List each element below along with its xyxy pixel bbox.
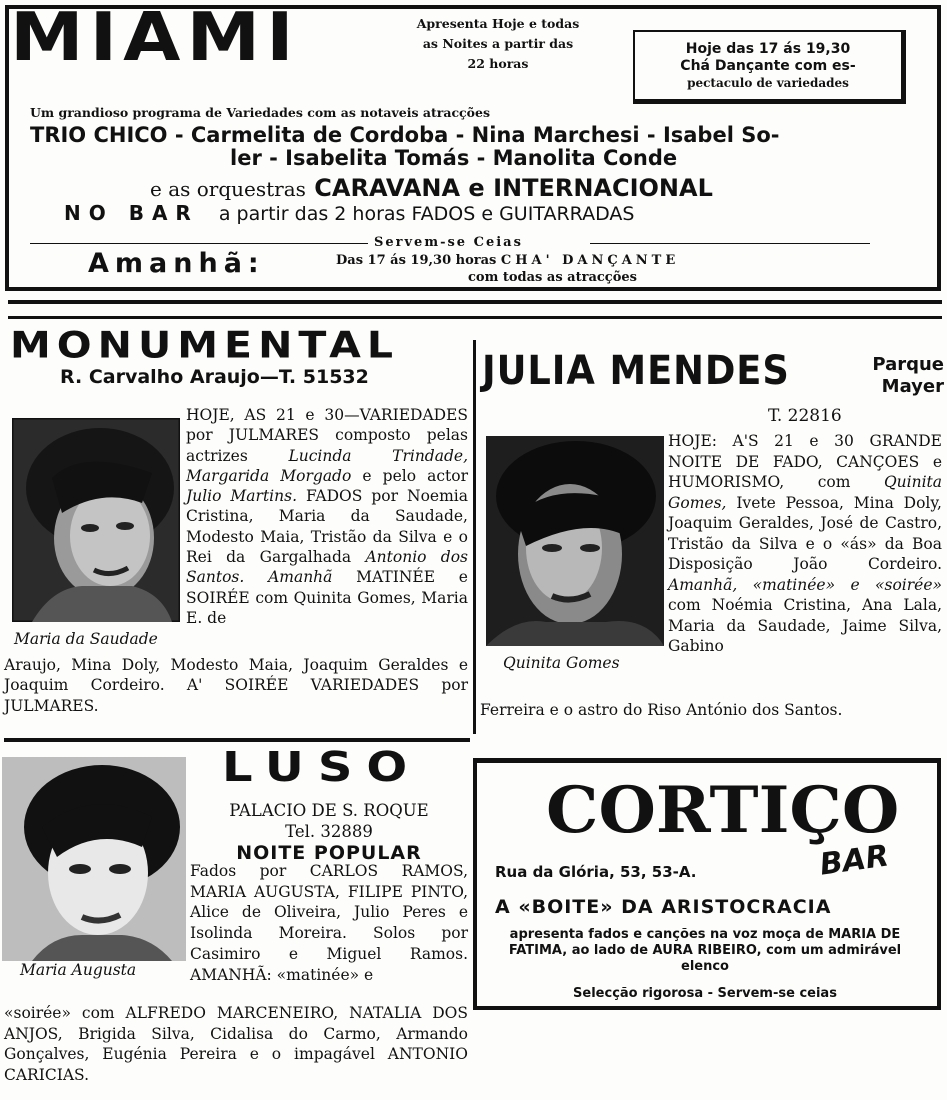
cortico-bar-logo: BAR [817,838,891,883]
miami-acts [30,124,910,170]
monumental-body-bottom: Araujo, Mina Doly, Modesto Maia, Joaquim Geraldes e Joaquim Cordeiro. A' SOIRÉE VARIEDADES por JULMARES. [4,656,468,715]
miami-amanha-time: Das 17 ás 19,30 horas [336,253,497,268]
miami-amanha-detail [336,252,679,286]
miami-bar-line [64,201,634,225]
miami-amanha-line2: com todas as atracções [468,270,637,285]
luso-tel: Tel. 32889 [285,822,373,841]
monumental-body-top [186,405,468,628]
monumental-address: R. Carvalho Araujo—T. 51532 [60,366,369,388]
miami-box-line: Hoje das 17 ás 19,30 [685,41,851,57]
miami-orchestras-prefix: e as orquestras [150,177,306,201]
miami-acts-line: TRIO CHICO - Carmelita de Cordoba - Nina Marchesi - Isabel So- [30,123,780,147]
miami-title: MIAMI [10,0,300,77]
maria-da-saudade-photo [12,418,180,622]
cortico-description: apresenta fados e canções na voz moça de MARIA DE FATIMA, ao lado de AURA RIBEIRO, com um admirável elenco [508,927,902,974]
divider [8,300,942,304]
cortico-headline: A «BOITE» DA ARISTOCRACIA [495,896,832,918]
julia-mendes-text: Ivete Pessoa, Mina Doly, Joaquim Geraldes, José de Castro, Tristão da Silva e o «ás» da Boa Disposição João Cordeiro. [668,493,942,573]
miami-schedule-line: 22 horas [467,56,529,71]
julia-mendes-body-bottom: Ferreira e o astro do Riso António dos Santos. [480,701,843,719]
cortico-selecao: Selecção rigorosa - Servem-se ceias [573,986,837,1001]
monumental-text: FADOS por Noemia Cristina, Maria da Saudade, Modesto Maia, Tristão da Silva e o Rei da Gargalhada [186,487,468,567]
julia-mendes-location [826,354,944,398]
monumental-rei-gargalhada: Antonio dos Santos. [186,548,468,587]
miami-box-line: Chá Dançante com es- [680,58,856,74]
julia-mendes-text: HOJE: A'S 21 e 30 GRANDE NOITE DE FADO, CANÇOES e HUMORISMO, com [668,432,942,491]
monumental-amanha: Amanhã [268,568,333,587]
luso-venue: PALACIO DE S. ROQUE [229,801,429,820]
luso-title: LUSO [222,743,422,792]
miami-box-line: pectaculo de variedades [687,76,849,90]
monumental-text: e pelo actor [362,466,468,485]
miami-bar-detail: a partir das 2 horas FADOS e GUITARRADAS [218,203,635,225]
julia-mendes-tel: T. 22816 [768,406,842,426]
julia-mendes-location-line: Parque [872,354,944,375]
divider [473,340,476,734]
miami-amanha: Amanhã: [88,248,265,279]
julia-mendes-text: com Noémia Cristina, Ana Lala, Maria da Saudade, Jaime Silva, Gabino [668,596,942,655]
miami-programa: Um grandioso programa de Variedades com as notaveis atracções [30,105,490,120]
maria-augusta-caption: Maria Augusta [20,961,137,979]
quinita-gomes-caption: Quinita Gomes [503,654,620,672]
monumental-actor: Julio Martins. [186,487,298,506]
divider [590,243,870,244]
julia-mendes-title: JULIA MENDES [482,348,790,394]
maria-augusta-photo [2,757,186,961]
julia-mendes-quinita: Quinita Gomes, [668,473,942,512]
luso-body-bottom: «soirée» com ALFREDO MARCENEIRO, NATALIA DOS ANJOS, Brigida Silva, Cidalisa do Carmo, Armando Gonçalves, Eugénia Pereira e o impagável ANTONIO CARICIAS. [4,1004,468,1085]
miami-orchestras [150,176,713,201]
cortico-address: Rua da Glória, 53, 53-A. [495,863,697,881]
divider [30,243,370,244]
luso-noite-popular: NOITE POPULAR [236,842,422,864]
miami-ceias: Servem-se Ceias [368,236,529,249]
divider [8,316,942,319]
miami-acts-line: ler - Isabelita Tomás - Manolita Conde [230,146,678,170]
luso-body-top: Fados por CARLOS RAMOS, MARIA AUGUSTA, FILIPE PINTO, Alice de Oliveira, Julio Peres e Isolinda Moreira. Solos por Casimiro e Miguel Ramos. AMANHÃ: «matinée» e [190,862,468,984]
maria-da-saudade-caption: Maria da Saudade [14,630,158,648]
miami-schedule [382,14,614,74]
monumental-title: MONUMENTAL [10,323,400,367]
luso-venue-block [190,800,468,865]
miami-schedule-line: as Noites a partir das [422,36,574,51]
julia-mendes-body-top [668,431,942,657]
monumental-text: HOJE, AS 21 e 30—VARIEDADES por JULMARES composto pelas actrizes [186,406,468,465]
cortico-title: CORTIÇO [546,773,900,848]
quinita-gomes-photo [486,436,664,646]
divider [4,738,470,742]
julia-mendes-location-line: Mayer [881,376,944,397]
miami-cha-box [633,30,906,104]
miami-orchestras-names: CARAVANA e INTERNACIONAL [314,174,713,202]
miami-no-bar: NO BAR [64,201,199,225]
julia-mendes-amanha: Amanhã, «matinée» e «soirée» [668,575,942,594]
monumental-text: MATINÉE e SOIRÉE com Quinita Gomes, Maria E. de [186,568,468,627]
monumental-actresses: Lucinda Trindade, Margarida Morgado [186,446,468,485]
miami-amanha-cha: CHA' DANÇANTE [500,253,680,268]
miami-schedule-line: Apresenta Hoje e todas [416,16,580,31]
